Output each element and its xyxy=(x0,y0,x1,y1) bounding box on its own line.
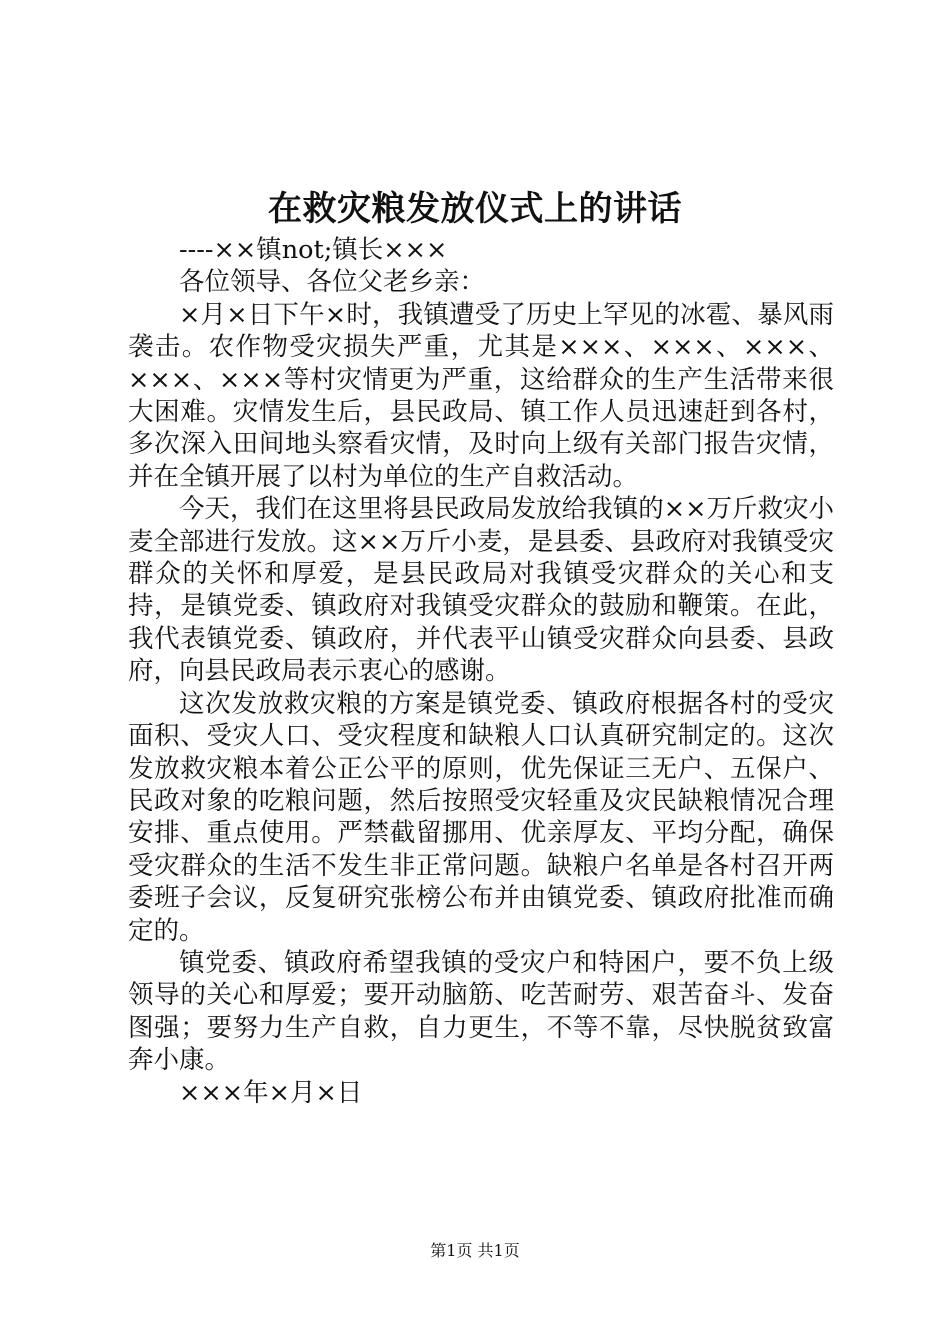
byline: ----××镇not;镇长××× xyxy=(179,235,448,265)
paragraph-3: 这次发放救灾粮的方案是镇党委、镇政府根据各村的受灾面积、受灾人口、受灾程度和缺粮人口认真研究制定的。这次发放救灾粮本着公正公平的原则，优先保证三无户、五保户、民政对象的吃粮问题，然后按照受灾轻重及灾民缺粮情况合理安排、重点使用。严禁截留挪用、优亲厚友、平均分配，确保受灾群众的生活不发生非正常问题。缺粮户名单是各村召开两委班子会议，反复研究张榜公布并由镇党委、镇政府批准而确定的。 xyxy=(128,688,834,946)
paragraph-4: 镇党委、镇政府希望我镇的受灾户和特困户，要不负上级领导的关心和厚爱；要开动脑筋、吃苦耐劳、艰苦奋斗、发奋图强；要努力生产自救，自力更生，不等不靠，尽快脱贫致富奔小康。 xyxy=(128,947,834,1076)
document-date: ×××年×月×日 xyxy=(179,1077,363,1108)
document-title: 在救灾粮发放仪式上的讲话 xyxy=(268,189,682,229)
document-body xyxy=(128,234,834,1109)
page-number-footer: 第1页 共1页 xyxy=(430,1241,520,1260)
paragraph-2: 今天，我们在这里将县民政局发放给我镇的××万斤救灾小麦全部进行发放。这××万斤小麦，是县委、县政府对我镇受灾群众的关怀和厚爱，是县民政局对我镇受灾群众的关心和支持，是镇党委、镇政府对我镇受灾群众的鼓励和鞭策。在此，我代表镇党委、镇政府，并代表平山镇受灾群众向县委、县政府，向县民政局表示衷心的感谢。 xyxy=(128,494,834,687)
paragraph-1: ×月×日下午×时，我镇遭受了历史上罕见的冰雹、暴风雨袭击。农作物受灾损失严重，尤其是×××、×××、×××、×××、×××等村灾情更为严重，这给群众的生产生活带来很大困难。灾情发生后，县民政局、镇工作人员迅速赶到各村，多次深入田间地头察看灾情，及时向上级有关部门报告灾情，并在全镇开展了以村为单位的生产自救活动。 xyxy=(128,299,834,492)
salutation: 各位领导、各位父老乡亲： xyxy=(179,267,486,298)
